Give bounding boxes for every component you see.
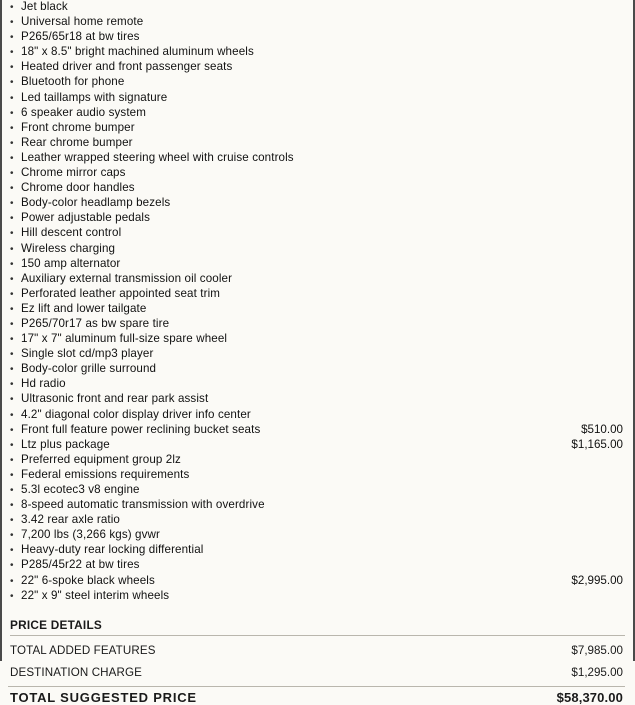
feature-label: P265/65r18 at bw tires	[21, 30, 140, 44]
bullet-icon: •	[10, 137, 14, 149]
feature-label: Heavy-duty rear locking differential	[21, 543, 204, 557]
feature-label: Led taillamps with signature	[21, 90, 168, 104]
feature-row	[8, 45, 625, 60]
feature-label: Ultrasonic front and rear park assist	[21, 392, 209, 406]
bullet-icon: •	[10, 379, 14, 391]
feature-left	[8, 257, 120, 272]
bullet-icon: •	[10, 17, 14, 29]
feature-label: Front chrome bumper	[21, 120, 135, 134]
feature-label: Body-color headlamp bezels	[21, 196, 171, 210]
feature-row	[8, 121, 625, 136]
feature-label: Single slot cd/mp3 player	[21, 347, 154, 361]
feature-left	[8, 483, 140, 498]
bullet-icon: •	[10, 47, 14, 59]
feature-row	[8, 0, 625, 15]
feature-left	[8, 242, 115, 257]
feature-row	[8, 423, 625, 438]
feature-row	[8, 453, 625, 468]
total-suggested-price-row	[8, 686, 625, 705]
feature-row	[8, 60, 625, 75]
feature-row	[8, 317, 625, 332]
bullet-icon: •	[10, 469, 14, 481]
feature-label: 5.3l ecotec3 v8 engine	[21, 483, 140, 496]
feature-row	[8, 543, 625, 558]
feature-row	[8, 106, 625, 121]
bullet-icon: •	[10, 152, 14, 164]
feature-row	[8, 589, 625, 604]
feature-left	[8, 468, 189, 483]
feature-label: Front full feature power reclining bucket seats	[21, 422, 261, 436]
feature-left	[8, 453, 181, 468]
feature-row	[8, 151, 625, 166]
feature-left	[8, 302, 146, 317]
feature-label: 22" x 9" steel interim wheels	[21, 588, 170, 602]
feature-label: 150 amp alternator	[21, 256, 121, 270]
bullet-icon: •	[10, 318, 14, 330]
price-detail-value: $1,295.00	[571, 665, 623, 679]
bullet-icon: •	[10, 394, 14, 406]
price-details-section	[8, 618, 625, 705]
feature-row	[8, 181, 625, 196]
feature-label: Power adjustable pedals	[21, 211, 150, 225]
feature-row	[8, 483, 625, 498]
bullet-icon: •	[10, 334, 14, 346]
price-detail-value: $7,985.00	[571, 643, 623, 657]
feature-left	[8, 106, 146, 121]
feature-label: Universal home remote	[21, 15, 144, 29]
bullet-icon: •	[10, 424, 14, 436]
feature-row	[8, 438, 625, 453]
total-suggested-price-value: $58,370.00	[556, 689, 623, 705]
feature-left	[8, 498, 265, 513]
feature-label: Federal emissions requirements	[21, 467, 190, 481]
feature-label: 17" x 7" aluminum full-size spare wheel	[21, 332, 228, 346]
feature-label: 4.2" diagonal color display driver info center	[21, 407, 251, 421]
bullet-icon: •	[10, 243, 14, 255]
feature-row	[8, 498, 625, 513]
price-details-title: PRICE DETAILS	[10, 617, 102, 632]
feature-price: $1,165.00	[571, 437, 623, 451]
feature-row	[8, 302, 625, 317]
feature-row	[8, 528, 625, 543]
feature-label: Hd radio	[21, 377, 66, 391]
feature-row	[8, 408, 625, 423]
feature-row	[8, 558, 625, 573]
bullet-icon: •	[10, 364, 14, 376]
feature-label: Body-color grille surround	[21, 362, 157, 376]
feature-label: Rear chrome bumper	[21, 135, 133, 149]
feature-row	[8, 468, 625, 483]
feature-label: 3.42 rear axle ratio	[21, 513, 120, 527]
feature-row	[8, 30, 625, 45]
bullet-icon: •	[10, 515, 14, 527]
bullet-icon: •	[10, 500, 14, 512]
feature-row	[8, 347, 625, 362]
bullet-icon: •	[10, 590, 14, 602]
bullet-icon: •	[10, 349, 14, 361]
bullet-icon: •	[10, 77, 14, 89]
feature-row	[8, 377, 625, 392]
feature-left	[8, 392, 208, 407]
feature-row	[8, 574, 625, 589]
feature-label: Auxiliary external transmission oil cooler	[21, 271, 233, 285]
feature-label: P265/70r17 as bw spare tire	[21, 316, 170, 330]
feature-label: Chrome mirror caps	[21, 166, 126, 180]
bullet-icon: •	[10, 92, 14, 104]
feature-row	[8, 75, 625, 90]
feature-left	[8, 0, 68, 15]
feature-left	[8, 513, 120, 528]
feature-label: 22" 6-spoke black wheels	[21, 573, 155, 587]
feature-left	[8, 30, 140, 45]
feature-left	[8, 317, 169, 332]
bullet-icon: •	[10, 198, 14, 210]
feature-left	[8, 226, 121, 241]
features-list	[8, 0, 625, 604]
feature-left	[8, 75, 124, 90]
feature-row	[8, 362, 625, 377]
bullet-icon: •	[10, 258, 14, 270]
feature-label: Ez lift and lower tailgate	[21, 301, 147, 315]
feature-label: 18" x 8.5" bright machined aluminum wheels	[21, 45, 254, 59]
feature-left	[8, 528, 160, 543]
feature-row	[8, 226, 625, 241]
feature-row	[8, 332, 625, 347]
feature-left	[8, 287, 220, 302]
price-details-rows	[8, 640, 625, 684]
price-detail-label: DESTINATION CHARGE	[10, 665, 142, 679]
feature-row	[8, 392, 625, 407]
feature-left	[8, 211, 150, 226]
feature-left	[8, 332, 227, 347]
total-suggested-price-label: TOTAL SUGGESTED PRICE	[10, 689, 197, 705]
feature-left	[8, 272, 232, 287]
bullet-icon: •	[10, 168, 14, 180]
bullet-icon: •	[10, 213, 14, 225]
feature-left	[8, 121, 135, 136]
feature-label: Preferred equipment group 2lz	[21, 452, 181, 466]
feature-row	[8, 513, 625, 528]
feature-row	[8, 272, 625, 287]
feature-price: $510.00	[581, 422, 623, 436]
bullet-icon: •	[10, 183, 14, 195]
feature-label: 6 speaker audio system	[21, 105, 146, 119]
feature-label: Leather wrapped steering wheel with cruise controls	[21, 150, 294, 164]
bullet-icon: •	[10, 560, 14, 572]
feature-label: Hill descent control	[21, 226, 122, 240]
feature-left	[8, 438, 110, 453]
feature-label: Chrome door handles	[21, 181, 135, 195]
bullet-icon: •	[10, 273, 14, 285]
feature-row	[8, 196, 625, 211]
bullet-icon: •	[10, 485, 14, 496]
feature-left	[8, 408, 251, 423]
feature-row	[8, 91, 625, 106]
bullet-icon: •	[10, 545, 14, 557]
feature-label: Jet black	[21, 0, 68, 13]
feature-row	[8, 166, 625, 181]
bullet-icon: •	[10, 439, 14, 451]
feature-label: Ltz plus package	[21, 437, 110, 451]
bullet-icon: •	[10, 107, 14, 119]
feature-left	[8, 558, 140, 573]
bullet-icon: •	[10, 2, 14, 13]
feature-left	[8, 91, 167, 106]
bullet-icon: •	[10, 303, 14, 315]
feature-left	[8, 45, 254, 60]
feature-left	[8, 60, 232, 75]
feature-label: Heated driver and front passenger seats	[21, 60, 233, 74]
feature-row	[8, 257, 625, 272]
bullet-icon: •	[10, 62, 14, 74]
bullet-icon: •	[10, 409, 14, 421]
bullet-icon: •	[10, 288, 14, 300]
feature-row	[8, 136, 625, 151]
feature-row	[8, 287, 625, 302]
feature-row	[8, 242, 625, 257]
bullet-icon: •	[10, 530, 14, 542]
feature-label: Bluetooth for phone	[21, 75, 125, 89]
feature-left	[8, 181, 135, 196]
feature-left	[8, 196, 170, 211]
feature-label: Perforated leather appointed seat trim	[21, 286, 221, 300]
feature-left	[8, 589, 169, 604]
bullet-icon: •	[10, 575, 14, 587]
price-detail-row	[8, 640, 625, 662]
feature-price: $2,995.00	[571, 573, 623, 587]
feature-left	[8, 377, 66, 392]
feature-left	[8, 151, 294, 166]
price-details-divider	[10, 635, 625, 636]
feature-left	[8, 136, 133, 151]
feature-label: Wireless charging	[21, 241, 116, 255]
feature-left	[8, 574, 155, 589]
feature-left	[8, 347, 153, 362]
feature-left	[8, 423, 260, 438]
feature-left	[8, 543, 203, 558]
feature-left	[8, 362, 156, 377]
bullet-icon: •	[10, 228, 14, 240]
feature-label: P285/45r22 at bw tires	[21, 558, 140, 572]
feature-row	[8, 211, 625, 226]
feature-label: 7,200 lbs (3,266 kgs) gvwr	[21, 528, 160, 542]
feature-row	[8, 15, 625, 30]
feature-left	[8, 15, 143, 30]
feature-label: 8-speed automatic transmission with overdrive	[21, 498, 265, 512]
bullet-icon: •	[10, 122, 14, 134]
feature-left	[8, 166, 126, 181]
bullet-icon: •	[10, 454, 14, 466]
price-detail-label: TOTAL ADDED FEATURES	[10, 643, 156, 657]
bullet-icon: •	[10, 32, 14, 44]
price-detail-row	[8, 662, 625, 684]
